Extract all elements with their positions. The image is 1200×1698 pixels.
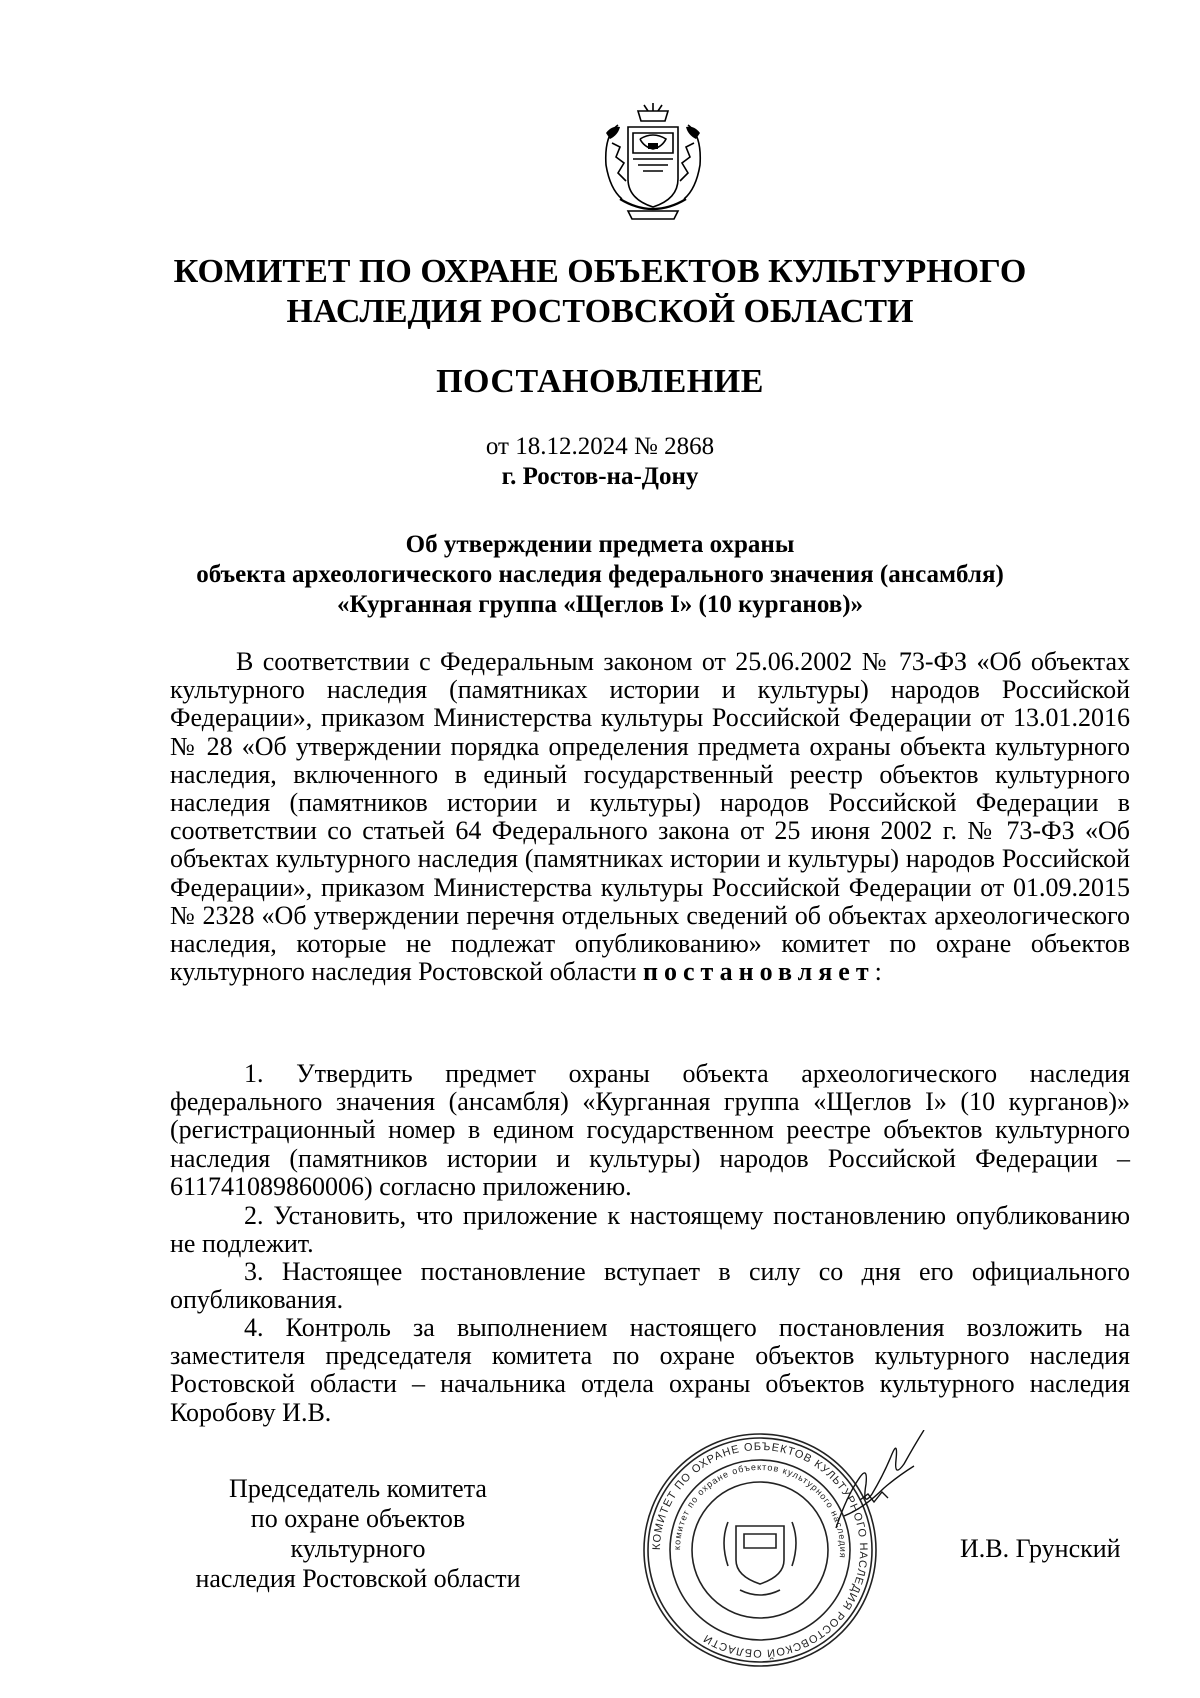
decree-item-1: 1. Утвердить предмет охраны объекта археологического наследия федерального значения (ансамбля) «Курганная группа «Щеглов I» (10 курганов)» (регистрационный номер в едином государственном реестре объектов культурного наследия (памятников истории и культуры) народов Российской Федерации – 611741089860006) согласно приложению. [170, 1059, 1130, 1201]
decree-item-3: 3. Настоящее постановление вступает в силу со дня его официального опубликования. [170, 1257, 1130, 1315]
decree-item-4: 4. Контроль за выполнением настоящего постановления возложить на заместителя председателя комитета по охране объектов культурного наследия Ростовской области – начальника отдела охраны объектов культурного наследия Коробову И.В. [170, 1313, 1130, 1427]
decree-item-2: 2. Установить, что приложение к настоящему постановлению опубликованию не подлежит. [170, 1201, 1130, 1259]
preamble-text: В соответствии с Федеральным законом от 25.06.2002 № 73-ФЗ «Об объектах культурного наследия (памятниках истории и культуры) народов Российской Федерации», приказом Министерства культуры Российской Федерации от 13.01.2016 № 28 «Об утверждении порядка определения предмета охраны объекта культурного наследия, включенного в единый государственный реестр объектов культурного наследия (памятников истории и культуры) народов Российской Федерации в соответствии со статьей 64 Федерального закона от 25 июня 2002 г. № 73-ФЗ «Об объектах культурного наследия (памятниках истории и культуры) народов Российской Федерации», приказом Министерства культуры Российской Федерации от 01.09.2015 № 2328 «Об утверждении перечня отдельных сведений об объектах археологического наследия, которые не подлежат опубликованию» комитет по охране объектов культурного наследия Ростовской области [170, 647, 1130, 987]
svg-text:комитет по охране объектов кул [672, 1462, 848, 1559]
signatory-title-line: наследия Ростовской области [195, 1564, 521, 1593]
decree-word: постановляет [643, 957, 875, 987]
subject-line: «Курганная группа «Щеглов I» (10 курганов)» [336, 591, 864, 618]
document-date-number: от 18.12.2024 № 2868 [485, 433, 715, 460]
signatory-title-line: по охране объектов культурного [250, 1504, 466, 1563]
stamp-inner-text: комитет по охране объектов культурного наследия [671, 1461, 849, 1560]
handwritten-signature [830, 1430, 930, 1540]
subject-line: объекта археологического наследия федерального значения (ансамбля) [196, 561, 1004, 588]
signatory-name: И.В. Грунский [960, 1534, 1121, 1563]
stamp-outer-text: КОМИТЕТ ПО ОХРАНЕ ОБЪЕКТОВ КУЛЬТУРНОГО НАСЛЕДИЯ РОСТОВСКОЙ ОБЛАСТИ [650, 1440, 870, 1660]
organization-title [150, 252, 1050, 332]
preamble-paragraph [170, 648, 1130, 986]
organization-title-line: НАСЛЕДИЯ РОСТОВСКОЙ ОБЛАСТИ [286, 293, 914, 330]
document-city: г. Ростов-на-Дону [501, 463, 699, 490]
signatory-title-line: Председатель комитета [229, 1474, 487, 1503]
signatory-title [188, 1474, 528, 1594]
subject-line: Об утверждении предмета охраны [405, 531, 795, 558]
preamble-end: : [874, 957, 882, 987]
document-subject [150, 530, 1050, 620]
document-type: ПОСТАНОВЛЕНИЕ [436, 363, 764, 400]
coat-of-arms-emblem [598, 103, 708, 221]
organization-title-line: КОМИТЕТ ПО ОХРАНЕ ОБЪЕКТОВ КУЛЬТУРНОГО [173, 253, 1027, 290]
